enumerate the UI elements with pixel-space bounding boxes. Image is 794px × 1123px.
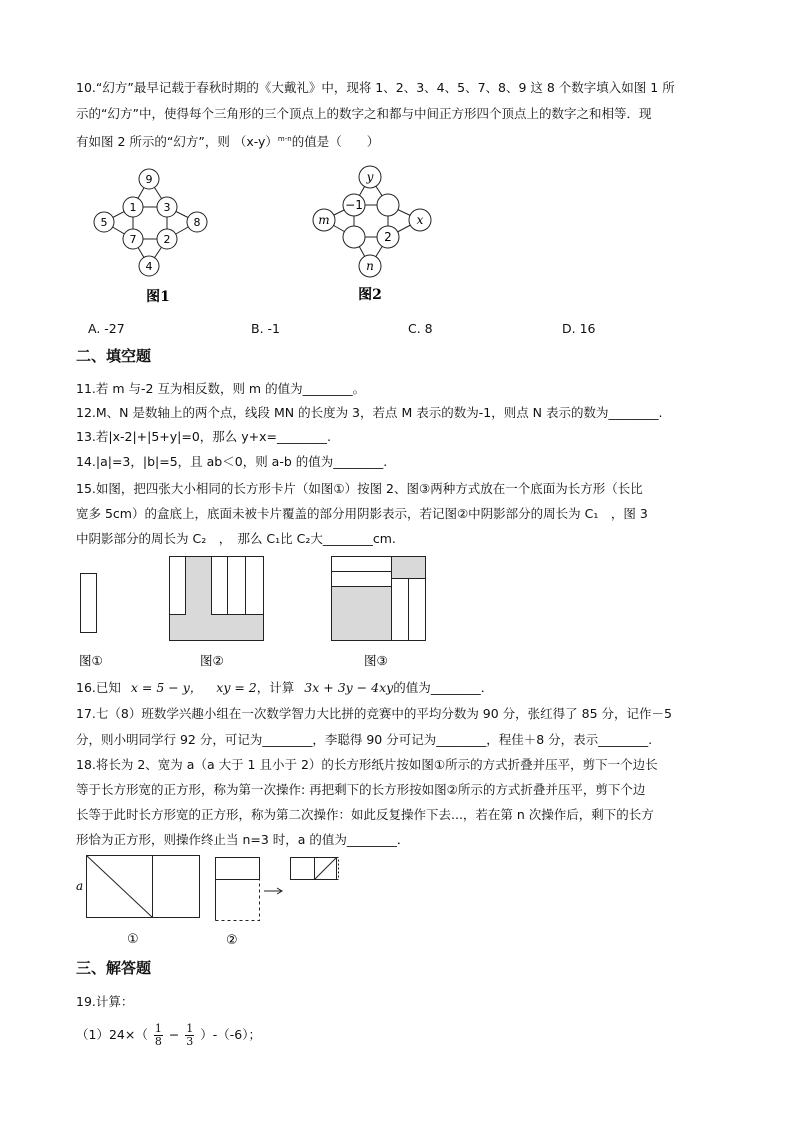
q19-title: 19.计算：: [76, 994, 134, 1009]
section-title-solve: 三、解答题: [76, 959, 152, 977]
fig2-node: −1: [345, 198, 363, 212]
q15-line-1: 15.如图，把四张大小相同的长方形卡片（如图①）按图 2、图③两种方式放在一个底面为长方形（长比: [76, 481, 643, 496]
q18-line-2: 等于长方形宽的正方形，称为第一次操作: 再把剩下的长方形按如图②所示的方式折叠并压平，剪下个边: [76, 782, 646, 797]
q15-figures: [76, 555, 446, 667]
exponent: m-n: [277, 135, 292, 143]
fig1-node: 2: [163, 233, 171, 246]
fig1-node: 1: [129, 201, 137, 214]
q17-line-1: 17.七（8）班数学兴趣小组在一次数学智力大比拼的竞赛中的平均分数为 90 分，张红得了 85 分，记作－5: [76, 706, 672, 721]
fraction-one-third: $\frac{1}{3}$: [186, 1022, 194, 1048]
label-a: a: [76, 879, 84, 893]
option-d: D. 16: [562, 321, 596, 336]
q14: 14.|a|=3，|b|=5，且 ab＜0，则 a-b 的值为________.: [76, 454, 388, 469]
fig1-node: 9: [145, 173, 153, 186]
option-a: A. -27: [88, 321, 125, 336]
fig2-caption: 图2: [358, 287, 382, 303]
fig2-node: y: [366, 170, 374, 184]
fig1-caption: 图1: [146, 289, 170, 305]
q15-line-2: 宽多 5cm）的盒底上，底面未被卡片覆盖的部分用阴影表示，若记图②中阴影部分的周长为 C₁ ，图 3: [76, 506, 648, 521]
fraction-one-eighth: $\frac{1}{8}$: [154, 1022, 162, 1048]
fig2-node: m: [318, 213, 330, 227]
q10-line-2: 示的“幻方”中，使得每个三角形的三个顶点上的数字之和都与中间正方形四个顶点上的数字之和相等．现: [76, 106, 652, 121]
fig1-node: 3: [163, 201, 171, 214]
q15-line-3: 中阴影部分的周长为 C₂ ， 那么 C₁比 C₂大________cm.: [76, 531, 396, 546]
q18-line-1: 18.将长为 2、宽为 a（a 大于 1 且小于 2）的长方形纸片按如图①所示的方式折叠并压平，剪下一个边长: [76, 757, 658, 772]
expression: 3x + 3y − 4xy: [304, 680, 394, 695]
fig1-node: 8: [193, 216, 201, 229]
q11: 11.若 m 与-2 互为相反数，则 m 的值为________。: [76, 381, 366, 396]
q18-caption-2: ②: [226, 933, 238, 948]
option-c: C. 8: [408, 321, 433, 336]
fig1-node: 5: [100, 216, 108, 229]
magic-square-figure-2: [302, 163, 452, 303]
q17-line-2: 分，则小明同学行 92 分，可记为________，李聪得 90 分可记为________，程佳＋8 分，表示________.: [76, 732, 653, 747]
option-b: B. -1: [251, 321, 280, 336]
q18-line-3: 长等于此时长方形宽的正方形，称为第二次操作：如此反复操作下去...，若在第 n 次操作后，剩下的长方: [76, 807, 654, 822]
equation-2: xy = 2: [216, 680, 257, 695]
q19-part-1: （1）24×（ $\frac{1}{8}$ − $\frac{1}{3}$ ）-（-6）；: [76, 1022, 261, 1048]
q10-line-1: 10.“幻方”最早记载于春秋时期的《大戴礼》中，现将 1、2、3、4、5、7、8、9 这 8 个数字填入如图 1 所: [76, 80, 675, 95]
fig1-node: 4: [145, 260, 153, 273]
equation-1: x = 5 − y，: [130, 680, 203, 695]
fig1-node: 7: [129, 233, 137, 246]
q16: 16.已知 x = 5 − y， xy = 2，计算 3x + 3y − 4xy的值为________．: [76, 680, 494, 695]
q18-line-4: 形恰为正方形，则操作终止当 n=3 时，a 的值为________．: [76, 832, 410, 847]
q15-caption-3: 图③: [364, 653, 388, 668]
fig2-node: n: [366, 259, 374, 273]
q18-figures: [74, 852, 364, 952]
q15-caption-2: 图②: [200, 653, 224, 668]
magic-square-figure-1: [85, 165, 235, 305]
q13: 13.若|x-2|+|5+y|=0，那么 y+x=________.: [76, 429, 331, 444]
fig2-node: 2: [384, 230, 392, 244]
fig2-node: x: [416, 213, 424, 227]
q15-caption-1: 图①: [79, 653, 103, 668]
q18-caption-1: ①: [127, 932, 139, 947]
section-title-fill-in: 二、填空题: [76, 347, 152, 365]
q12: 12.M、N 是数轴上的两个点，线段 MN 的长度为 3，若点 M 表示的数为-1，则点 N 表示的数为________.: [76, 405, 663, 420]
q10-line-3: 有如图 2 所示的“幻方”，则 $(x-y)^{m-n}$的值是（ ）: [76, 134, 380, 150]
